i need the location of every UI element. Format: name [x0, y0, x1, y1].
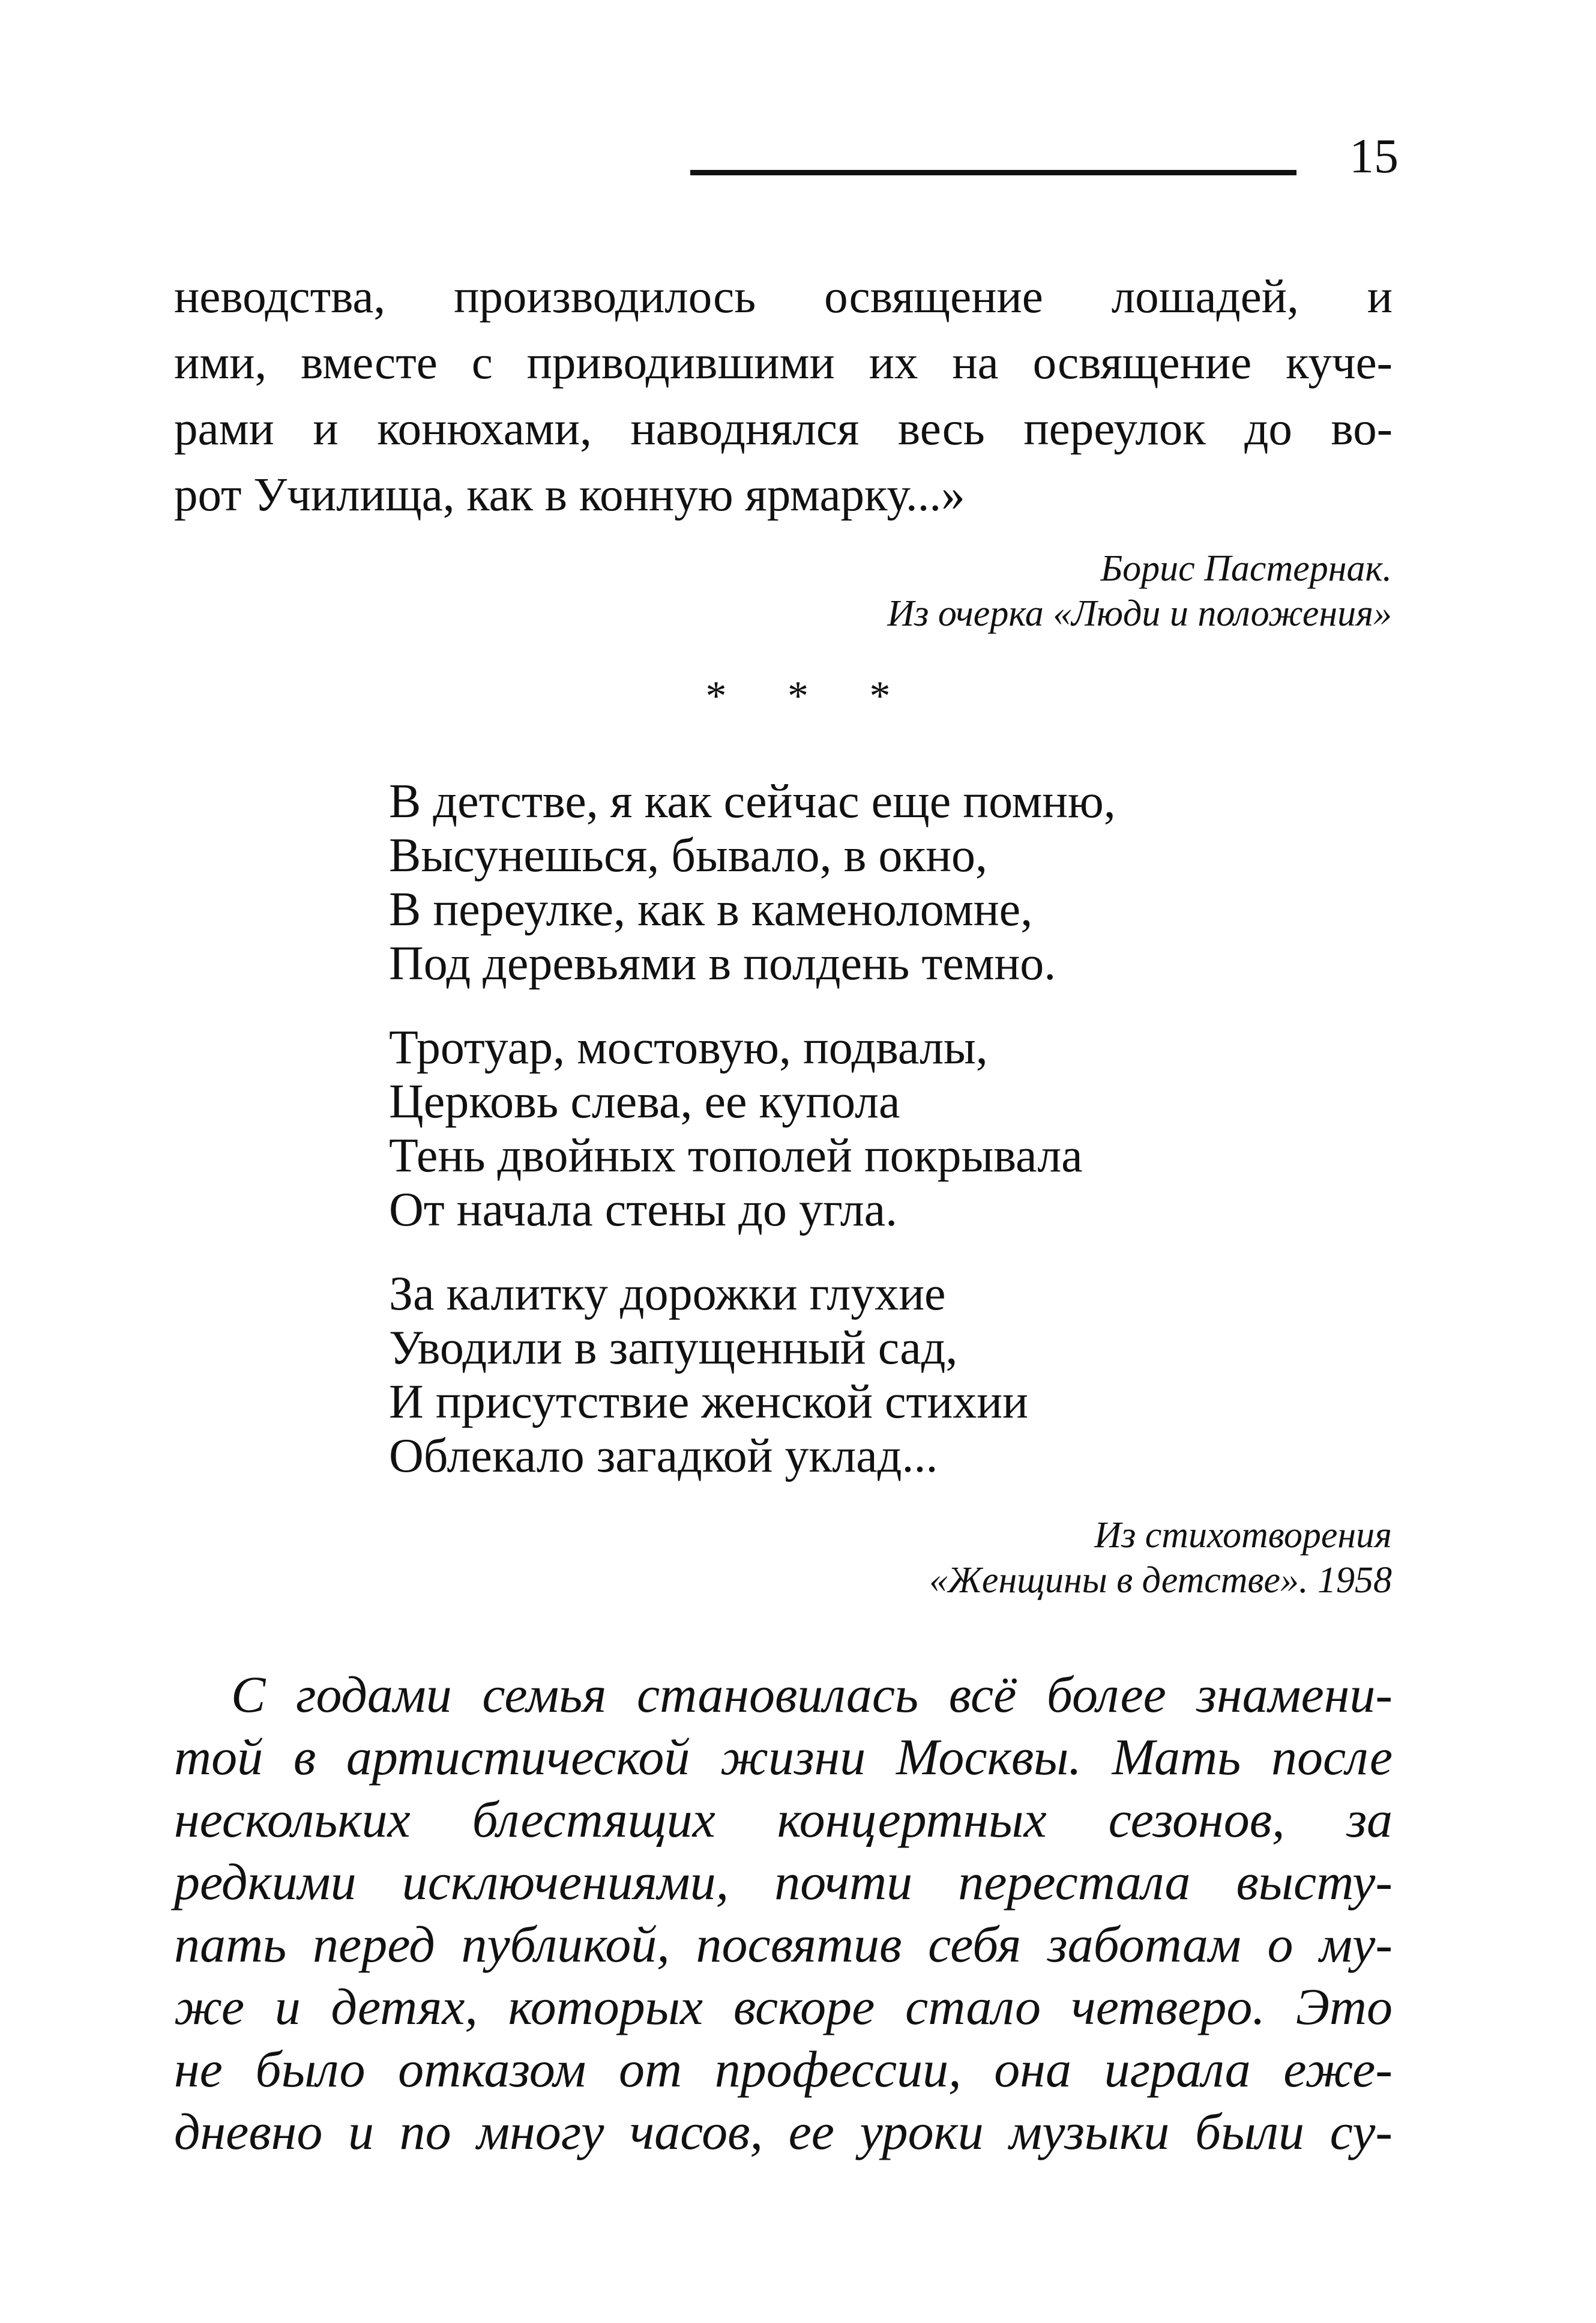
commentary-line: же и детях, которых вскоре стало четверо. Это — [174, 1978, 1393, 2035]
poem-line: Облекало загадкой уклад... — [389, 1430, 938, 1482]
poem-line: И присутствие женской стихии — [389, 1376, 1028, 1428]
commentary-line: не было отказом от профессии, она играла еже- — [174, 2040, 1393, 2098]
poem-line: За калитку дорожки глухие — [389, 1267, 946, 1320]
quote-line: ими, вместе с приводившими их на освящение куче- — [174, 337, 1393, 389]
attribution-title: Из стихотворения — [1094, 1515, 1392, 1556]
commentary-line: нескольких блестящих концертных сезонов, за — [174, 1790, 1393, 1848]
quoted-prose — [174, 264, 1393, 528]
header-rule — [690, 170, 1296, 175]
commentary-line: дневно и по многу часов, ее уроки музыки были су- — [174, 2103, 1393, 2160]
poem-attribution — [929, 1513, 1392, 1603]
commentary-line: редкими исключениями, почти перестала высту- — [174, 1853, 1393, 1911]
attribution-source: Из очерка «Люди и положения» — [887, 593, 1392, 634]
commentary-line: той в артистической жизни Москвы. Мать после — [174, 1728, 1393, 1786]
poem-stanza — [389, 1267, 1028, 1483]
attribution-work: «Женщины в детстве». 1958 — [929, 1560, 1392, 1601]
page-header — [690, 129, 1399, 183]
commentary-line: С годами семья становилась всё более знамени- — [231, 1666, 1393, 1723]
quote-line: неводства, производилось освящение лошадей, и — [174, 271, 1393, 323]
poem-line: От начала стены до угла. — [389, 1183, 898, 1236]
poem-stanza — [389, 775, 1116, 991]
poem-line: Под деревьями в полдень темно. — [389, 937, 1056, 990]
poem-line: В детстве, я как сейчас еще помню, — [389, 775, 1116, 828]
poem-line: Тень двойных тополей покрывала — [389, 1129, 1083, 1182]
quote-attribution — [887, 546, 1392, 636]
poem-line: Высунешься, бывало, в окно, — [389, 829, 988, 882]
poem-line: Уводили в запущенный сад, — [389, 1322, 958, 1374]
commentary-paragraph — [174, 1663, 1393, 2163]
poem-line: В переулке, как в каменоломне, — [389, 883, 1033, 936]
poem-line: Тротуар, мостовую, подвалы, — [389, 1021, 988, 1074]
attribution-author: Борис Пастернак. — [1100, 548, 1392, 589]
poem-stanza — [389, 1021, 1083, 1237]
section-separator: * * * — [705, 673, 916, 719]
page-number: 15 — [1349, 128, 1399, 183]
quote-line: рот Училища, как в конную ярмарку...» — [174, 469, 965, 521]
poem-line: Церковь слева, ее купола — [389, 1075, 900, 1128]
quote-line: рами и конюхами, наводнялся весь переулок до во- — [174, 403, 1393, 455]
commentary-line: пать перед публикой, посвятив себя заботам о му- — [174, 1915, 1393, 1973]
